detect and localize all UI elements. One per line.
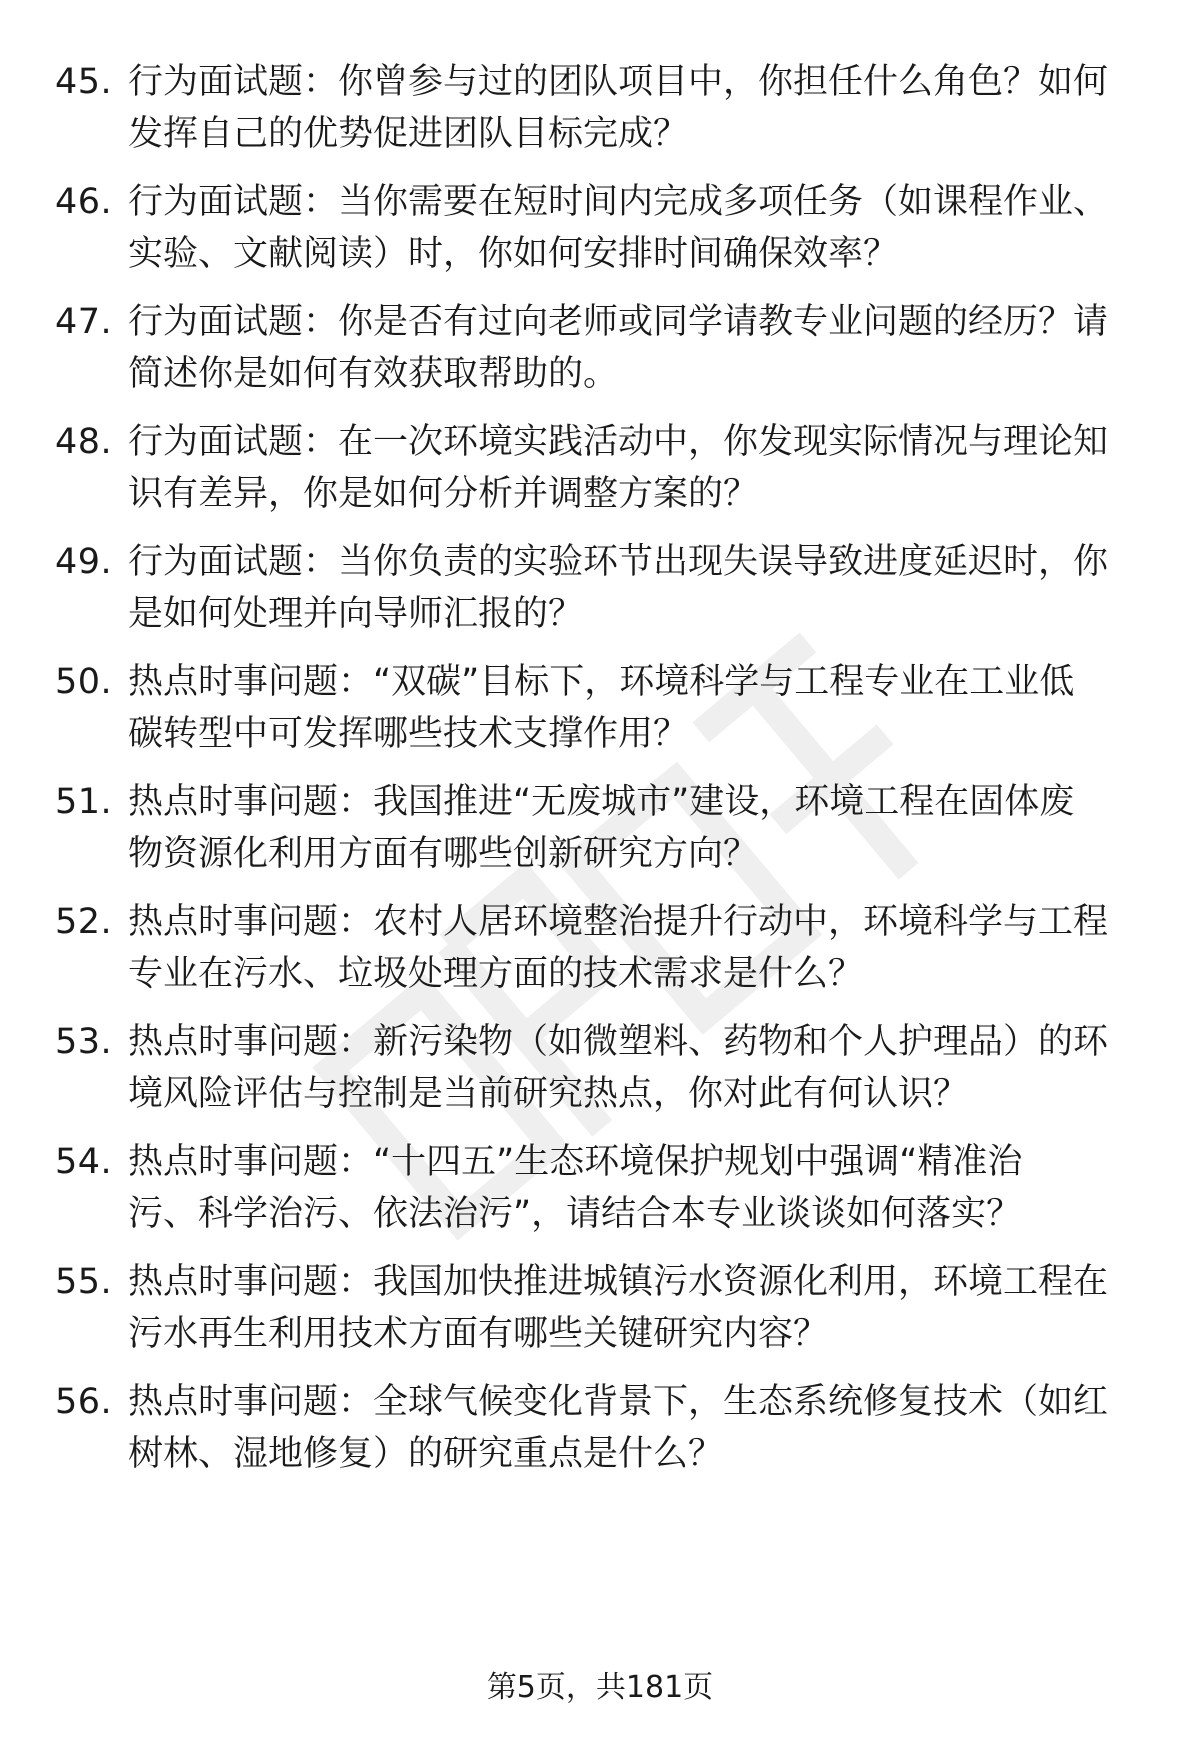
list-item xyxy=(0,1136,1200,1256)
question-text: 热点时事问题：“双碳”目标下，环境科学与工程专业在工业低 碳转型中可发挥哪些技术支撑作用？ xyxy=(128,662,1075,754)
question-text: 行为面试题：当你需要在短时间内完成多项任务（如课程作业、 实验、文献阅读）时，你如何安排时间确保效率？ xyxy=(128,182,1109,274)
page-footer: 第5页，共181页 xyxy=(486,1670,714,1705)
question-number: 48. xyxy=(55,422,113,462)
question-text: 行为面试题：在一次环境实践活动中，你发现实际情况与理论知 识有差异，你是如何分析并调整方案的？ xyxy=(128,422,1109,514)
question-number: 51. xyxy=(55,782,113,822)
question-text: 热点时事问题：全球气候变化背景下，生态系统修复技术（如红 树林、湿地修复）的研究重点是什么？ xyxy=(128,1382,1109,1474)
question-text: 行为面试题：你曾参与过的团队项目中，你担任什么角色？如何 发挥自己的优势促进团队目标完成？ xyxy=(128,62,1109,154)
question-number: 50. xyxy=(55,662,113,702)
question-number: 56. xyxy=(55,1382,113,1422)
question-number: 52. xyxy=(55,902,113,942)
question-number: 49. xyxy=(55,542,113,582)
list-item xyxy=(0,176,1200,296)
question-text: 热点时事问题：我国推进“无废城市”建设，环境工程在固体废 物资源化利用方面有哪些创新研究方向？ xyxy=(128,782,1075,874)
list-item xyxy=(0,1376,1200,1496)
question-number: 54. xyxy=(55,1142,113,1182)
list-item xyxy=(0,296,1200,416)
list-item xyxy=(0,656,1200,776)
list-item xyxy=(0,776,1200,896)
question-text: 行为面试题：当你负责的实验环节出现失误导致进度延迟时，你 是如何处理并向导师汇报的？ xyxy=(128,542,1109,634)
question-number: 45. xyxy=(55,62,113,102)
question-text: 热点时事问题：新污染物（如微塑料、药物和个人护理品）的环 境风险评估与控制是当前研究热点，你对此有何认识？ xyxy=(128,1022,1109,1114)
list-item xyxy=(0,896,1200,1016)
question-text: 热点时事问题：“十四五”生态环境保护规划中强调“精准治 污、科学治污、依法治污”，请结合本专业谈谈如何落实？ xyxy=(128,1142,1023,1234)
question-number: 55. xyxy=(55,1262,113,1302)
question-number: 47. xyxy=(55,302,113,342)
list-item xyxy=(0,416,1200,536)
list-item xyxy=(0,1256,1200,1376)
list-item xyxy=(0,1016,1200,1136)
question-text: 行为面试题：你是否有过向老师或同学请教专业问题的经历？请 简述你是如何有效获取帮助的。 xyxy=(128,302,1109,394)
question-number: 53. xyxy=(55,1022,113,1062)
question-text: 热点时事问题：农村人居环境整治提升行动中，环境科学与工程 专业在污水、垃圾处理方面的技术需求是什么？ xyxy=(128,902,1109,994)
question-number: 46. xyxy=(55,182,113,222)
list-item xyxy=(0,56,1200,176)
question-text: 热点时事问题：我国加快推进城镇污水资源化利用，环境工程在 污水再生利用技术方面有哪些关键研究内容？ xyxy=(128,1262,1109,1354)
list-item xyxy=(0,536,1200,656)
